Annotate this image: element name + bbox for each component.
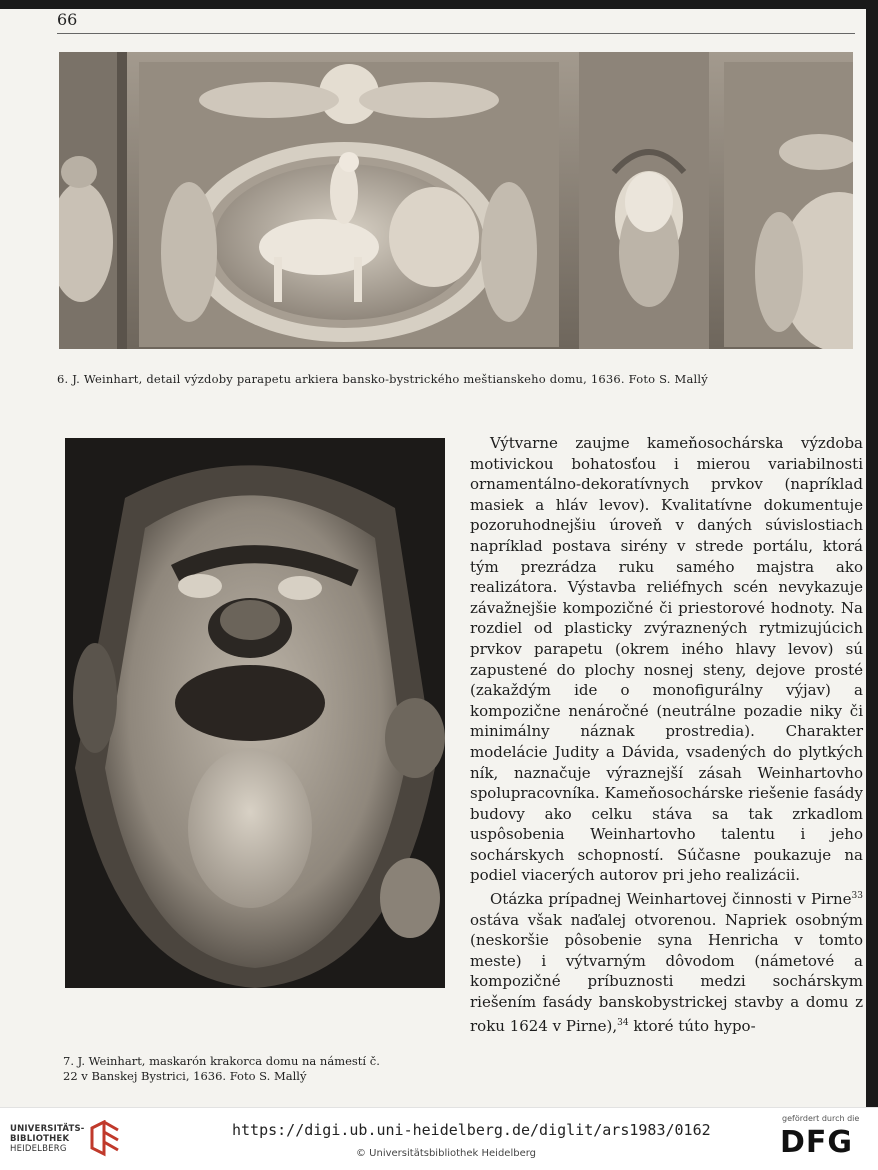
paragraph-2-part-c: ktoré túto hypo- bbox=[628, 1016, 756, 1035]
footnote-ref-33: 33 bbox=[851, 891, 863, 902]
figure-6-photo bbox=[59, 52, 853, 349]
figure-7-caption-line-1: 7. J. Weinhart, maskarón krakorca domu na námestí č. bbox=[63, 1054, 380, 1068]
funding-label: gefördert durch die bbox=[782, 1114, 860, 1123]
library-name bbox=[10, 1124, 85, 1154]
parapet-relief-image bbox=[59, 52, 853, 349]
top-border bbox=[0, 0, 878, 9]
figure-7-photo bbox=[65, 438, 445, 988]
dfg-logo[interactable]: DFG bbox=[780, 1125, 854, 1160]
figure-6-caption: 6. J. Weinhart, detail výzdoby parapetu arkiera bansko-bystrického meštianskeho domu, 1636. Foto S. Mallý bbox=[57, 372, 708, 386]
permalink-url[interactable]: https://digi.ub.uni-heidelberg.de/diglit/ars1983/0162 bbox=[232, 1121, 711, 1139]
viewer-footer bbox=[0, 1107, 878, 1170]
page-number: 66 bbox=[57, 10, 78, 29]
paragraph-2-part-a: Otázka prípadnej Weinhartovej činnosti v Pirne bbox=[490, 890, 852, 909]
library-name-line-2: BIBLIOTHEK bbox=[10, 1134, 70, 1144]
paragraph-1: Výtvarne zaujme kameňosochárska výzdoba motivickou bohatosťou i mierou variabilnosti ornamentálno-dekoratívnych prvkov (napríklad masiek a hláv levov). Kvalitatívne dokumentuje pozoruhodnejšiu úroveň v daných súvislostiach napríklad postava sirény v strede portálu, ktorá tým prezrádza ruku samého majstra ako realizátora. Výstavba reliéfnych scén nevykazuje závažnejšie kompozičné či priestorové hodnoty. Na rozdiel od plasticky zvýraznených rytmizujúcich prvkov parapetu (okrem iného hlavy levov) sú zapustené do plochy nosnej steny, dejove prosté (zakaždým ide o monofigurálny výjav) a kompozične nenáročné (neutrálne pozadie niky či minimálny náznak prostredia). Charakter modelácie Judity a Dávida, vsadených do plytkých ník, naznačuje výraznejší zásah Weinhartovho spolupracovníka. Kameňosochárske riešenie fasády budovy ako celku stáva sa tak zrkadlom uspôsobenia Weinhartovho talentu i jeho sochárskych schopností. Súčasne poukazuje na podiel viacerých autorov pri jeho realizácii. bbox=[470, 434, 863, 885]
library-logo-icon bbox=[88, 1120, 122, 1158]
paragraph-2 bbox=[470, 886, 863, 1036]
copyright-notice: © Universitätsbibliothek Heidelberg bbox=[356, 1148, 537, 1159]
body-text bbox=[470, 433, 863, 1036]
library-name-line-1: UNIVERSITÄTS- bbox=[10, 1124, 85, 1134]
figure-7-caption bbox=[63, 1054, 453, 1084]
paragraph-2-part-b: ostáva však naďalej otvorenou. Napriek osobným (neskoršie pôsobenie syna Henricha v tomto meste) i výtvarným dôvodom (námetové a kompozičné príbuznosti medzi sochárskym riešením fasády banskobystrickej stavby a domu z roku 1624 v Pirne), bbox=[470, 910, 863, 1035]
mascaron-image bbox=[65, 438, 445, 988]
header-rule bbox=[57, 33, 855, 34]
footnote-ref-34: 34 bbox=[617, 1017, 629, 1028]
right-border bbox=[866, 9, 878, 1107]
library-name-line-3: HEIDELBERG bbox=[10, 1144, 67, 1154]
figure-7-caption-line-2: 22 v Banskej Bystrici, 1636. Foto S. Mallý bbox=[63, 1069, 307, 1083]
